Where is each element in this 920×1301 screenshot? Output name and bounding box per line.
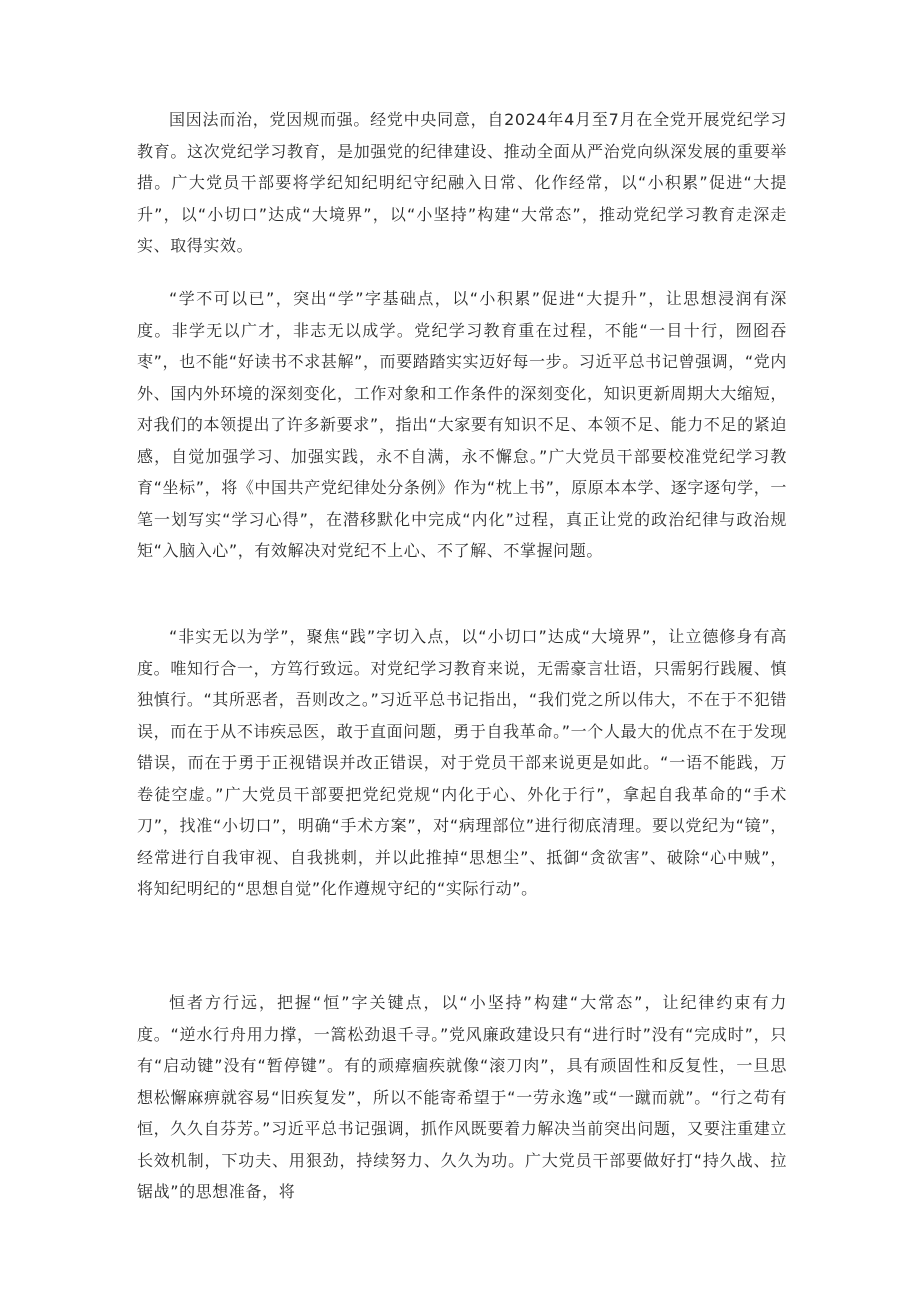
- intro-paragraph: 国因法而治，党因规而强。经党中央同意，自2024年4月至7月在全党开展党纪学习教育。这次党纪学习教育，是加强党的纪律建设、推动全面从严治党向纵深发展的重要举措。广大党员干部要将学纪知纪明纪守纪融入日常、化作经常，以“小积累”促进“大提升”，以“小切口”达成“大境界”，以“小坚持”构建“大常态”，推动党纪学习教育走深走实、取得实效。: [137, 110, 787, 255]
- persistence-section-paragraph: 恒者方行远，把握“恒”字关键点，以“小坚持”构建“大常态”，让纪律约束有力度。“逆水行舟用力撑，一篙松劲退千寻。”党风廉政建设只有“进行时”没有“完成时”，只有“启动键”没有“暂停键”。有的顽瘴痼疾就像“滚刀肉”，具有顽固性和反复性，一旦思想松懈麻痹就容易“旧疾复发”，所以不能寄希望于“一劳永逸”或“一蹴而就”。“行之苟有恒，久久自芬芳。”习近平总书记强调，抓作风既要着力解决当前突出问题，又要注重建立长效机制，下功夫、用狠劲，持续努力、久久为功。广大党员干部要做好打“持久战、拉锯战”的思想准备，将: [137, 993, 787, 1201]
- practice-section-paragraph: “非实无以为学”，聚焦“践”字切入点，以“小切口”达成“大境界”，让立德修身有高度。唯知行合一，方笃行致远。对党纪学习教育来说，无需豪言壮语，只需躬行践履、慎独慎行。“其所恶者，吾则改之。”习近平总书记指出，“我们党之所以伟大，不在于不犯错误，而在于从不讳疾忌医，敢于直面问题，勇于自我革命。”一个人最大的优点不在于发现错误，而在于勇于正视错误并改正错误，对于党员干部来说更是如此。“一语不能践，万卷徒空虚。”广大党员干部要把党纪党规“内化于心、外化于行”，拿起自我革命的“手术刀”，找准“小切口”，明确“手术方案”，对“病理部位”进行彻底清理。要以党纪为“镜”，经常进行自我审视、自我挑刺，并以此推掉“思想尘”、抵御“贪欲害”、破除“心中贼”，将知纪明纪的“思想自觉”化作遵规守纪的“实际行动”。: [137, 627, 787, 898]
- study-section-paragraph: “学不可以已”，突出“学”字基础点，以“小积累”促进“大提升”，让思想浸润有深度。非学无以广才，非志无以成学。党纪学习教育重在过程，不能“一目十行，囫囵吞枣”，也不能“好读书不求甚解”，而要踏踏实实迈好每一步。习近平总书记曾强调，“党内外、国内外环境的深刻变化，工作对象和工作条件的深刻变化，知识更新周期大大缩短，对我们的本领提出了许多新要求”，指出“大家要有知识不足、本领不足、能力不足的紧迫感，自觉加强学习、加强实践，永不自满，永不懈怠。”广大党员干部要校准党纪学习教育“坐标”，将《中国共产党纪律处分条例》作为“枕上书”，原原本本学、逐字逐句学，一笔一划写实“学习心得”，在潜移默化中完成“内化”过程，真正让党的政治纪律与政治规矩“入脑入心”，有效解决对党纪不上心、不了解、不掌握问题。: [137, 289, 787, 560]
